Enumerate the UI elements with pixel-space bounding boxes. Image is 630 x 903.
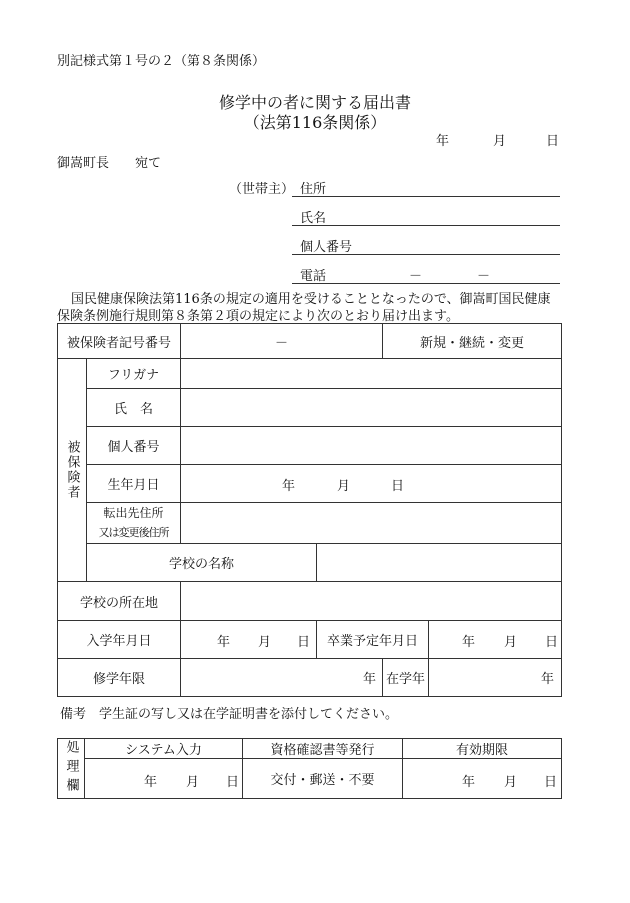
page-title: 修学中の者に関する届出書 — [218, 93, 411, 112]
grad-month-unit: 月 — [504, 635, 518, 650]
insured-personal-no-label: 個人番号 — [87, 427, 181, 465]
system-input-header: システム入力 — [85, 739, 243, 759]
sys-month-unit: 月 — [186, 775, 200, 790]
applicant-personal-no-line[interactable] — [292, 254, 560, 255]
enrollment-date-field[interactable] — [181, 621, 317, 659]
birth-date-label: 生年月日 — [87, 465, 181, 503]
addressee: 御嵩町長 宛て — [57, 156, 162, 171]
phone-line[interactable] — [292, 283, 560, 284]
applicant-role: （世帯主） — [229, 182, 295, 197]
insured-name-label: 氏 名 — [87, 389, 181, 427]
certificate-issue-header: 資格確認書等発行 — [243, 739, 403, 759]
enroll-year-unit: 年 — [217, 635, 231, 650]
current-year-label: 在学年 — [383, 659, 429, 697]
insured-name-field[interactable] — [181, 389, 562, 427]
sys-day-unit: 日 — [226, 775, 240, 790]
grad-year-unit: 年 — [462, 635, 476, 650]
enroll-day-unit: 日 — [297, 635, 311, 650]
date-day: 日 — [546, 134, 560, 149]
study-years-field[interactable]: 年 — [181, 659, 383, 697]
processing-column-label: 処理欄 — [58, 739, 85, 799]
page-subtitle: （法第116条関係） — [243, 113, 387, 132]
validity-header: 有効期限 — [403, 739, 562, 759]
intro-line-1: 国民健康保険法第116条の規定の適用を受けることとなったので、御嵩町国民健康 — [71, 292, 551, 307]
remarks-note: 備考 学生証の写し又は在学証明書を添付してください。 — [60, 707, 399, 722]
delivery-options[interactable]: 交付・郵送・不要 — [243, 759, 403, 799]
val-day-unit: 日 — [544, 775, 558, 790]
main-form-table — [57, 323, 562, 697]
address-line[interactable] — [292, 196, 560, 197]
birth-day-unit: 日 — [391, 479, 405, 494]
school-address-field[interactable] — [181, 582, 562, 621]
enroll-month-unit: 月 — [258, 635, 272, 650]
moved-address-field[interactable] — [181, 503, 562, 544]
birth-year-unit: 年 — [282, 479, 296, 494]
graduation-date-field[interactable] — [429, 621, 562, 659]
processing-table — [57, 738, 562, 799]
intro-line-2: 保険条例施行規則第８条第２項の規定により次のとおり届け出ます。 — [57, 309, 459, 324]
system-input-date-field[interactable] — [85, 759, 243, 799]
phone-separator-2: － — [477, 269, 491, 284]
sys-year-unit: 年 — [144, 775, 158, 790]
study-years-label: 修学年限 — [58, 659, 181, 697]
birth-date-field[interactable] — [181, 465, 562, 503]
current-year-field[interactable]: 年 — [429, 659, 562, 697]
applicant-personal-no-label: 個人番号 — [300, 240, 353, 255]
birth-month-unit: 月 — [337, 479, 351, 494]
insured-number-label: 被保険者記号番号 — [58, 324, 181, 359]
enrollment-date-label: 入学年月日 — [58, 621, 181, 659]
phone-label: 電話 — [300, 269, 327, 284]
furigana-field[interactable] — [181, 359, 562, 389]
val-year-unit: 年 — [462, 775, 476, 790]
registration-type-options[interactable]: 新規・継続・変更 — [383, 324, 562, 359]
insured-person-group-label: 被保険者 — [58, 359, 87, 582]
graduation-date-label: 卒業予定年月日 — [317, 621, 429, 659]
school-name-label: 学校の名称 — [87, 544, 317, 582]
applicant-name-line[interactable] — [292, 225, 560, 226]
school-address-label: 学校の所在地 — [58, 582, 181, 621]
grad-day-unit: 日 — [545, 635, 559, 650]
date-year: 年 — [436, 134, 450, 149]
val-month-unit: 月 — [504, 775, 518, 790]
applicant-name-label: 氏名 — [300, 211, 327, 226]
moved-address-label: 転出先住所 又は変更後住所 — [87, 503, 181, 544]
form-reference: 別記様式第１号の２（第８条関係） — [57, 54, 266, 69]
address-label: 住所 — [300, 182, 327, 197]
furigana-label: フリガナ — [87, 359, 181, 389]
validity-date-field[interactable] — [403, 759, 562, 799]
date-month: 月 — [493, 134, 507, 149]
insured-personal-no-field[interactable] — [181, 427, 562, 465]
phone-separator-1: － — [409, 269, 423, 284]
school-name-field[interactable] — [317, 544, 562, 582]
insured-number-field[interactable]: － — [181, 324, 383, 359]
